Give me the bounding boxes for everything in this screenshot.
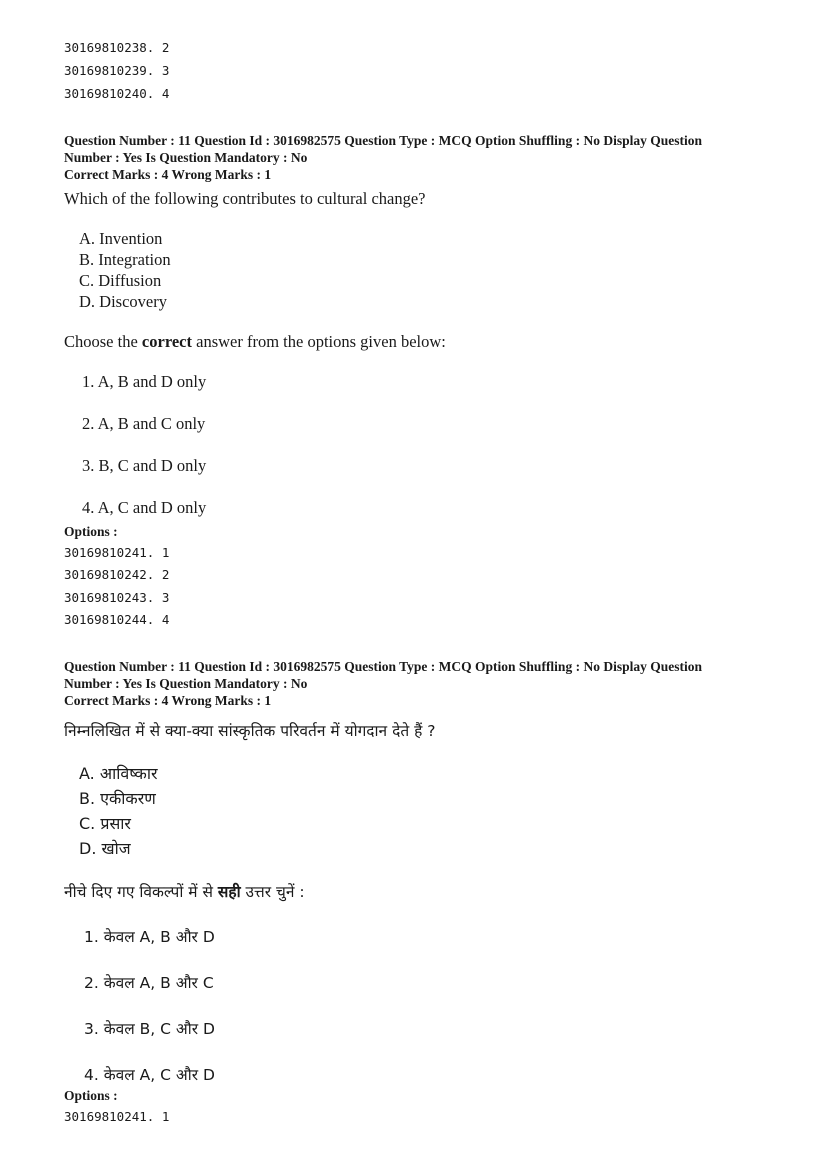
answer-choice: 4. केवल A, C और D (84, 1066, 215, 1084)
statement-item: A. आविष्कार (79, 764, 158, 783)
answer-choice: 2. A, B and C only (82, 414, 206, 433)
options-label: Options : (64, 524, 118, 539)
instruction-text: नीचे दिए गए विकल्पों में से सही उत्तर चुनें : (64, 883, 305, 901)
option-code: 30169810242. 2 (64, 567, 170, 582)
answer-choice: 3. केवल B, C और D (84, 1020, 215, 1038)
answer-choice: 4. A, C and D only (82, 498, 207, 517)
option-code: 30169810240. 4 (64, 86, 170, 101)
option-code: 30169810241. 1 (64, 1109, 170, 1124)
statement-item: C. Diffusion (79, 271, 162, 290)
answer-choice: 2. केवल A, B और C (84, 974, 214, 992)
answer-choice: 1. केवल A, B और D (84, 928, 215, 946)
question-meta-line: Number : Yes Is Question Mandatory : No (64, 150, 308, 165)
option-code: 30169810239. 3 (64, 63, 170, 78)
question-meta-line: Question Number : 11 Question Id : 3016982575 Question Type : MCQ Option Shuffling : No Display Question (64, 133, 702, 148)
answer-choice: 1. A, B and D only (82, 372, 207, 391)
statement-item: A. Invention (79, 229, 163, 248)
question-meta (64, 132, 764, 183)
option-code: 30169810243. 3 (64, 590, 170, 605)
question-text: निम्नलिखित में से क्या-क्या सांस्कृतिक परिवर्तन में योगदान देते हैं ? (64, 722, 436, 740)
question-marks: Correct Marks : 4 Wrong Marks : 1 (64, 167, 272, 182)
option-code: 30169810244. 4 (64, 612, 170, 627)
question-text: Which of the following contributes to cultural change? (64, 189, 426, 208)
statement-item: D. Discovery (79, 292, 167, 311)
statement-item: B. Integration (79, 250, 171, 269)
question-meta-line: Number : Yes Is Question Mandatory : No (64, 676, 308, 691)
statement-item: D. खोज (79, 839, 131, 858)
answer-choice: 3. B, C and D only (82, 456, 207, 475)
option-code: 30169810238. 2 (64, 40, 170, 55)
question-meta-line: Question Number : 11 Question Id : 3016982575 Question Type : MCQ Option Shuffling : No Display Question (64, 659, 702, 674)
option-code: 30169810241. 1 (64, 545, 170, 560)
question-marks: Correct Marks : 4 Wrong Marks : 1 (64, 693, 272, 708)
statement-item: C. प्रसार (79, 814, 131, 833)
instruction-text: Choose the correct answer from the options given below: (64, 332, 446, 351)
statement-item: B. एकीकरण (79, 789, 156, 808)
options-label: Options : (64, 1088, 118, 1103)
question-meta (64, 658, 764, 709)
